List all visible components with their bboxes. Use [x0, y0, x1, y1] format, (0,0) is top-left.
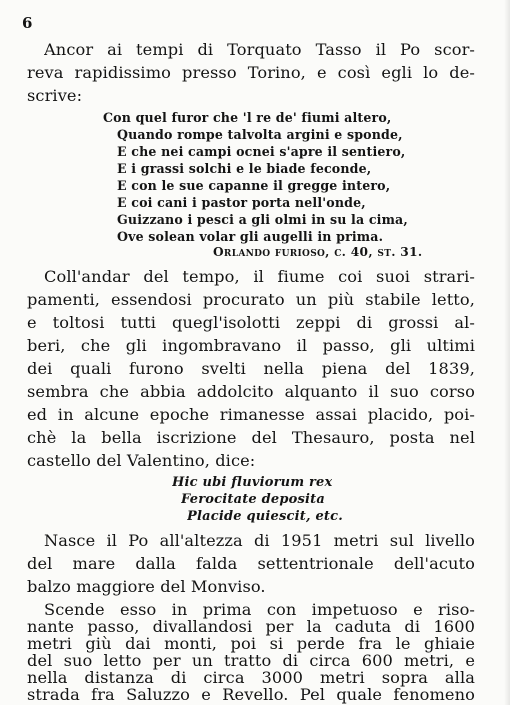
paragraph-3-line: Nasce il Po all'altezza di 1951 metri sul livello [44, 531, 475, 550]
paragraph-4-line: del suo letto per un tratto di circa 600 metri, e [27, 651, 475, 670]
paragraph-3-line: balzo maggiore del Monviso. [27, 577, 266, 596]
paragraph-2-line: Coll'andar del tempo, il fiume coi suoi strari- [44, 267, 475, 286]
paragraph-4-line: metri giù dai monti, poi si perde fra le ghiaie [27, 634, 475, 653]
paragraph-3-line: del mare dalla falda settentrionale dell'acuto [27, 554, 475, 573]
verse-line: Ove solean volar gli augelli in prima. [117, 229, 384, 244]
paragraph-2-line: chè la bella iscrizione del Thesauro, posta nel [27, 428, 475, 447]
page-edge-shadow [504, 0, 510, 705]
paragraph-2-line: dei quali furono svelti nella piena del 1839, [27, 359, 475, 378]
paragraph-1-line: Ancor ai tempi di Torquato Tasso il Po scor- [44, 40, 475, 59]
page-number: 6 [22, 14, 33, 32]
verse-line: Con quel furor che 'l re de' fiumi altero, [103, 110, 392, 125]
paragraph-2-line: castello del Valentino, dice: [27, 451, 256, 470]
paragraph-2-line: e toltosi tutti quegl'isolotti zeppi di grossi al- [27, 313, 475, 332]
verse-line: E con le sue capanne il gregge intero, [117, 178, 391, 193]
verse-citation: Orlando furioso, c. 40, st. 31. [213, 245, 423, 259]
verse-line: E che nei campi ocnei s'apre il sentiero, [117, 144, 406, 159]
paragraph-2-line: pamenti, essendosi procurato un più stabile letto, [27, 290, 475, 309]
paragraph-4-line: nante passo, divallandosi per la caduta di 1600 [27, 617, 475, 636]
verse-line: E coi cani i pastor porta nell'onde, [117, 195, 366, 210]
verse-line: Guizzano i pesci a gli olmi in su la cima, [117, 212, 408, 227]
inscription-line: Placide quiescit, etc. [187, 509, 343, 524]
inscription-line: Hic ubi fluviorum rex [172, 475, 333, 490]
paragraph-1-line: scrive: [27, 86, 83, 105]
paragraph-1-line: reva rapidissimo presso Torino, e così egli lo de- [27, 63, 475, 82]
paragraph-2-line: beri, che gli ingombravano il passo, gli ultimi [27, 336, 475, 355]
paragraph-4-line: nella distanza di circa 3000 metri sopra alla [27, 668, 475, 687]
verse-line: Quando rompe talvolta argini e sponde, [117, 127, 403, 142]
inscription-line: Ferocitate deposita [181, 492, 326, 507]
paragraph-4-line: Scende esso in prima con impetuoso e riso- [44, 600, 475, 619]
paragraph-2-line: sembra che abbia addolcito alquanto il suo corso [27, 382, 475, 401]
paragraph-2-line: ed in alcune epoche rimanesse assai placido, poi- [27, 405, 475, 424]
verse-line: E i grassi solchi e le biade feconde, [117, 161, 372, 176]
paragraph-4-line: strada fra Saluzzo e Revello. Pel quale fenomeno [27, 685, 475, 704]
